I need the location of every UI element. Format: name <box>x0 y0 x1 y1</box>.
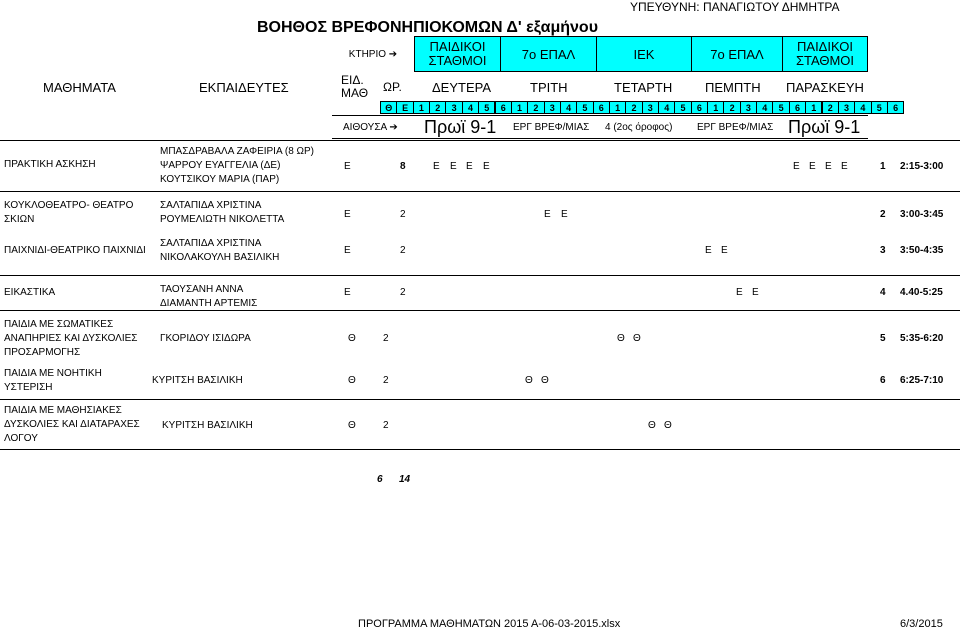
subject-cell: ΕΙΚΑΣΤΙΚΑ <box>4 287 56 298</box>
mark: Ε <box>841 161 848 172</box>
subject-cell: ΠΡΑΚΤΙΚΗ ΑΣΚΗΣΗ <box>4 159 96 170</box>
period-cell: 3 <box>642 101 659 114</box>
mark: Ε <box>752 287 759 298</box>
room-fri: Πρωϊ 9-1 <box>788 117 861 137</box>
subject-cell: ΠΑΙΔΙΑ ΜΕ ΝΟΗΤΙΚΗ ΥΣΤΕΡΙΣΗ <box>4 368 102 393</box>
type-cell: Ε <box>344 161 351 172</box>
slot-time: 3:50-4:35 <box>900 245 944 256</box>
slot-number: 5 <box>880 333 886 344</box>
subject-cell: ΚΟΥΚΛΟΘΕΑΤΡΟ- ΘΕΑΤΡΟ ΣΚΙΩΝ <box>4 200 134 225</box>
period-cell: 2 <box>625 101 642 114</box>
building-label-text: ΚΤΗΡΙΟ ➔ <box>348 48 398 60</box>
slot-number: 6 <box>880 375 886 386</box>
type-cell: Ε <box>344 245 351 256</box>
teacher-cell: ΤΑΟΥΣΑΝΗ ΑΝΝΑ ΔΙΑΜΑΝΤΗ ΑΡΤΕΜΙΣ <box>160 284 258 309</box>
day-fri: ΠΑΡΑΣΚΕΥΗ <box>786 80 864 95</box>
day-mon: ΔΕΥΤΕΡΑ <box>432 80 492 95</box>
building-mon <box>414 36 501 72</box>
type-cell: Θ <box>348 420 356 431</box>
mark: Ε <box>561 209 568 220</box>
period-cell: 3 <box>544 101 561 114</box>
responsible-teacher: ΥΠΕΥΘΥΝΗ: ΠΑΝΑΓΙΩΤΟΥ ΔΗΜΗΤΡΑ <box>630 0 840 14</box>
period-cell: 1 <box>511 101 528 114</box>
room-wed: 4 (2ος όροφος) <box>605 122 673 133</box>
building-tue-text: 7ο ΕΠΑΛ <box>521 46 576 62</box>
slot-time: 3:00-3:45 <box>900 209 944 220</box>
hours-cell: 2 <box>400 245 406 256</box>
slot-time: 2:15-3:00 <box>900 161 944 172</box>
building-wed <box>596 36 692 72</box>
hours-cell: 2 <box>400 287 406 298</box>
period-cell: 3 <box>445 101 462 114</box>
col-subjects-header: ΜΑΘΗΜΑΤΑ <box>43 80 116 95</box>
day-tue: ΤΡΙΤΗ <box>530 80 568 95</box>
mark: Ε <box>450 161 457 172</box>
hours-cell: 2 <box>400 209 406 220</box>
period-cell: 2 <box>527 101 544 114</box>
type-cell: Θ <box>348 375 356 386</box>
mark: Ε <box>705 245 712 256</box>
slot-time: 6:25-7:10 <box>900 375 944 386</box>
mark: Ε <box>736 287 743 298</box>
col-spec-header: ΕΙΔ. ΜΑΘ <box>341 73 369 100</box>
mark: Θ <box>617 333 625 344</box>
mark: Θ <box>664 420 672 431</box>
mark: Ε <box>466 161 473 172</box>
mark: Ε <box>793 161 800 172</box>
mark: Ε <box>483 161 490 172</box>
col-hours-header: ΩΡ. <box>383 80 402 94</box>
building-thu <box>691 36 783 72</box>
period-cell: 4 <box>560 101 577 114</box>
mark: Θ <box>633 333 641 344</box>
period-cell: 2 <box>822 101 839 114</box>
period-cell: 1 <box>707 101 724 114</box>
hours-cell: 2 <box>383 375 389 386</box>
mark: Ε <box>825 161 832 172</box>
theta-header-cell: Θ <box>380 101 397 114</box>
building-label <box>332 36 414 72</box>
type-cell: Ε <box>344 287 351 298</box>
period-cell: 2 <box>723 101 740 114</box>
building-tue <box>500 36 597 72</box>
period-cell: 6 <box>789 101 806 114</box>
subject-cell: ΠΑΙΔΙΑ ΜΕ ΣΩΜΑΤΙΚΕΣ ΑΝΑΠΗΡΙΕΣ ΚΑΙ ΔΥΣΚΟΛΙΕΣ ΠΡΟΣΑΡΜΟΓΗΣ <box>4 319 138 358</box>
mark: Θ <box>525 375 533 386</box>
slot-time: 4.40-5:25 <box>900 287 943 298</box>
subject-cell: ΠΑΙΧΝΙΔΙ-ΘΕΑΤΡΙΚΟ ΠΑΙΧΝΙΔΙ <box>4 245 146 256</box>
building-thu-text: 7ο ΕΠΑΛ <box>710 46 764 62</box>
slot-number: 4 <box>880 287 886 298</box>
teacher-cell: ΣΑΛΤΑΠΙΔΑ ΧΡΙΣΤΙΝΑ ΝΙΚΟΛΑΚΟΥΛΗ ΒΑΣΙΛΙΚΗ <box>160 238 280 263</box>
epsilon-header-cell: Ε <box>396 101 413 114</box>
slot-time: 5:35-6:20 <box>900 333 944 344</box>
mark: Ε <box>721 245 728 256</box>
teacher-cell: ΜΠΑΣΔΡΑΒΑΛΑ ΖΑΦΕΙΡΙΑ (8 ΩΡ) ΨΑΡΡΟΥ ΕΥΑΓΓΕΛΙΑ (ΔΕ) ΚΟΥΤΣΙΚΟΥ ΜΑΡΙΑ (ΠΑΡ) <box>160 146 315 185</box>
room-tue: ΕΡΓ ΒΡΕΦ/ΜΙΑΣ <box>513 122 590 133</box>
room-mon: Πρωϊ 9-1 <box>424 117 497 137</box>
period-cell: 6 <box>593 101 610 114</box>
building-fri-text: ΠΑΙΔΙΚΟΙ ΣΤΑΘΜΟΙ <box>795 39 855 68</box>
hours-cell: 2 <box>383 420 389 431</box>
day-wed: ΤΕΤΑΡΤΗ <box>614 80 673 95</box>
footer-filename: ΠΡΟΓΡΑΜΜΑ ΜΑΘΗΜΑΤΩΝ 2015 Α-06-03-2015.xlsx <box>358 618 621 630</box>
footer-date: 6/3/2015 <box>900 618 943 630</box>
period-cell: 5 <box>772 101 789 114</box>
period-cell: 6 <box>887 101 904 114</box>
building-wed-text: ΙΕΚ <box>633 46 655 62</box>
period-cell: 5 <box>576 101 593 114</box>
type-cell: Θ <box>348 333 356 344</box>
total-theory: 6 <box>377 474 383 485</box>
period-cell: 1 <box>609 101 626 114</box>
period-cell: 6 <box>691 101 708 114</box>
mark: Ε <box>809 161 816 172</box>
building-fri <box>782 36 868 72</box>
teacher-cell: ΚΥΡΙΤΣΗ ΒΑΣΙΛΙΚΗ <box>162 420 253 431</box>
period-cell: 1 <box>413 101 430 114</box>
total-lab: 14 <box>399 474 411 485</box>
subject-cell: ΠΑΙΔΙΑ ΜΕ ΜΑΘΗΣΙΑΚΕΣ ΔΥΣΚΟΛΙΕΣ ΚΑΙ ΔΙΑΤΑΡΑΧΕΣ ΛΟΓΟΥ <box>4 405 140 444</box>
hours-cell: 8 <box>400 161 406 172</box>
period-cell: 3 <box>740 101 757 114</box>
period-cell: 5 <box>674 101 691 114</box>
period-cell: 4 <box>854 101 871 114</box>
type-cell: Ε <box>344 209 351 220</box>
day-thu: ΠΕΜΠΤΗ <box>705 80 761 95</box>
teacher-cell: ΓΚΟΡΙΔΟΥ ΙΣΙΔΩΡΑ <box>160 333 251 344</box>
slot-number: 2 <box>880 209 886 220</box>
period-cell: 4 <box>756 101 773 114</box>
slot-number: 1 <box>880 161 886 172</box>
period-cell: 4 <box>462 101 479 114</box>
period-cell: 1 <box>805 101 822 114</box>
teacher-cell: ΣΑΛΤΑΠΙΔΑ ΧΡΙΣΤΙΝΑ ΡΟΥΜΕΛΙΩΤΗ ΝΙΚΟΛΕΤΤΑ <box>160 200 285 225</box>
building-mon-text: ΠΑΙΔΙΚΟΙ ΣΤΑΘΜΟΙ <box>428 39 487 68</box>
mark: Θ <box>648 420 656 431</box>
period-cell: 4 <box>658 101 675 114</box>
period-cell: 2 <box>429 101 446 114</box>
period-cell: 6 <box>495 101 512 114</box>
period-cell: 3 <box>838 101 855 114</box>
mark: Θ <box>541 375 549 386</box>
hours-cell: 2 <box>383 333 389 344</box>
period-cell: 5 <box>871 101 888 114</box>
room-label: ΑΙΘΟΥΣΑ ➔ <box>343 122 398 133</box>
mark: Ε <box>544 209 551 220</box>
room-thu: ΕΡΓ ΒΡΕΦ/ΜΙΑΣ <box>697 122 774 133</box>
period-cell: 5 <box>478 101 495 114</box>
page-title: ΒΟΗΘΟΣ ΒΡΕΦΟΝΗΠΙΟΚΟΜΩΝ Δ' εξαμήνου <box>257 19 599 36</box>
col-teachers-header: ΕΚΠΑΙΔΕΥΤΕΣ <box>199 80 289 95</box>
mark: Ε <box>433 161 440 172</box>
teacher-cell: ΚΥΡΙΤΣΗ ΒΑΣΙΛΙΚΗ <box>152 375 243 386</box>
slot-number: 3 <box>880 245 886 256</box>
